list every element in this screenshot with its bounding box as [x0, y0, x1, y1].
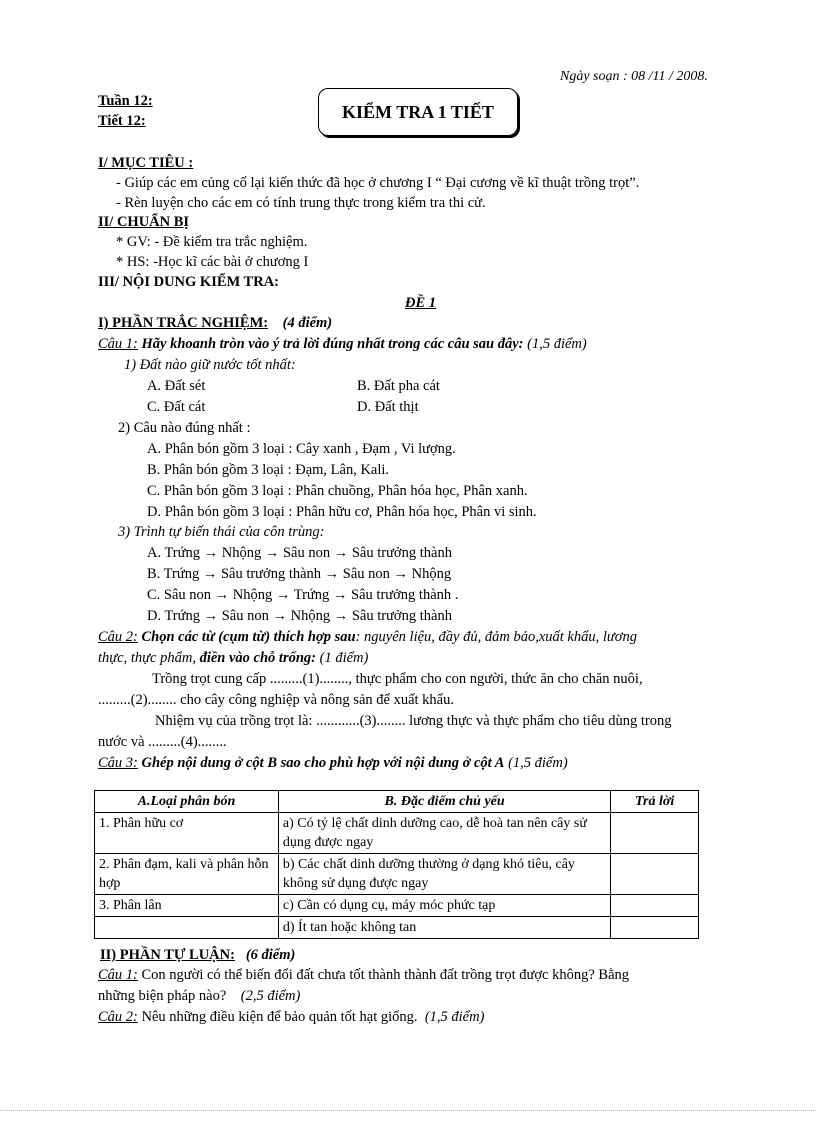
- q1-sub2-option-a: A. Phân bón gồm 3 loại : Cây xanh , Đạm , Vi lượng.: [147, 441, 456, 457]
- q1-sub1-option-c: C. Đất cát: [147, 399, 206, 415]
- table-cell: 1. Phân hữu cơ: [95, 813, 279, 854]
- essay-q2-line: [98, 1008, 484, 1026]
- objective-line-2: - Rèn luyện cho các em có tính trung thực trong kiểm tra thi cử.: [116, 195, 486, 211]
- table-cell: a) Có tỷ lệ chất dinh dưỡng cao, dễ hoà tan nên cây sử dụng được ngay: [278, 813, 610, 854]
- q2-text: Chọn các từ (cụm từ) thích hợp sau: [137, 629, 356, 645]
- part1-heading-line: [98, 314, 332, 332]
- table-header: A.Loại phân bón: [95, 791, 279, 813]
- answer-cell: [611, 854, 699, 895]
- q2-line-2: [98, 649, 368, 667]
- exam-label: ĐỀ 1: [405, 295, 437, 311]
- essay-q1-line: [98, 966, 629, 984]
- q2-points: (1 điểm): [316, 650, 369, 666]
- q2-fill-line-4: nước và .........(4)........: [98, 734, 227, 750]
- q1-sub3-option-a: A. Trứng → Nhộng → Sâu non → Sâu trưởng thành: [147, 545, 452, 561]
- essay-q1-text-2: những biện pháp nào?: [98, 988, 227, 1004]
- table-cell: [95, 917, 279, 939]
- q1-sub2-option-b: B. Phân bón gồm 3 loại : Đạm, Lân, Kali.: [147, 462, 390, 478]
- q3-line: [98, 754, 568, 772]
- matching-table: [94, 790, 699, 939]
- section-preparation-heading: II/ CHUẨN BỊ: [98, 214, 190, 230]
- q2-words-2: thực, thực phẩm,: [98, 650, 196, 666]
- essay-q2-label: Câu 2:: [98, 1009, 138, 1025]
- q3-points: (1,5 điểm): [504, 755, 568, 771]
- answer-cell: [611, 813, 699, 854]
- table-row: [95, 895, 699, 917]
- section-content-heading: III/ NỘI DUNG KIỂM TRA:: [98, 274, 280, 290]
- q2-fill-line-2: .........(2)........ cho cây công nghiệp và nông sản để xuất khẩu.: [98, 692, 454, 708]
- title-box: [318, 88, 518, 136]
- q1-sub1-question: 1) Đất nào giữ nước tốt nhất:: [124, 357, 296, 373]
- q1-sub3-option-c: C. Sâu non → Nhộng → Trứng → Sâu trưởng thành .: [147, 587, 459, 603]
- q1-sub2-option-d: D. Phân bón gồm 3 loại : Phân hữu cơ, Phân hóa học, Phân vi sinh.: [147, 504, 537, 520]
- part1-points: (4 điểm): [282, 315, 333, 331]
- week-label: Tuần 12:: [98, 93, 153, 109]
- table-cell: d) Ít tan hoặc không tan: [278, 917, 610, 939]
- q1-sub1-option-a: A. Đất sét: [147, 378, 206, 394]
- q1-sub3-option-d: D. Trứng → Sâu non → Nhộng → Sâu trưởng thành: [147, 608, 452, 624]
- essay-q1-label: Câu 1:: [98, 967, 138, 983]
- table-header: Trả lời: [611, 791, 699, 813]
- q2-fill-line-1: Trồng trọt cung cấp .........(1)........, thực phẩm cho con người, thức ăn cho chăn nuôi,: [152, 671, 643, 687]
- part2-points: (6 điểm): [245, 947, 296, 963]
- q1-line: [98, 335, 587, 353]
- section-objectives-heading: I/ MỤC TIÊU :: [98, 155, 194, 171]
- q2-instruction: điền vào chỗ trống:: [195, 650, 316, 666]
- answer-cell: [611, 895, 699, 917]
- table-header-row: [95, 791, 699, 813]
- table-row: [95, 854, 699, 895]
- part2-heading-line: [100, 946, 295, 964]
- preparation-teacher: * GV: - Đề kiểm tra trắc nghiệm.: [116, 234, 308, 250]
- q2-label: Câu 2:: [98, 629, 138, 645]
- table-cell: b) Các chất dinh dưỡng thường ở dạng khó tiêu, cây không sử dụng được ngay: [278, 854, 610, 895]
- objective-line-1: - Giúp các em củng cố lại kiến thức đã học ở chương I “ Đại cương về kĩ thuật trồng trọt”.: [116, 175, 640, 191]
- q1-sub1-option-b: B. Đất pha cát: [357, 378, 440, 394]
- essay-q1-text: Con người có thể biến đổi đất chưa tốt thành thành đất trồng trọt được không? Bằng: [137, 967, 630, 983]
- q1-sub1-option-d: D. Đất thịt: [357, 399, 419, 415]
- preparation-student: * HS: -Học kĩ các bài ở chương I: [116, 254, 309, 270]
- essay-q2-points: (1,5 điểm): [424, 1009, 485, 1025]
- q3-label: Câu 3:: [98, 755, 138, 771]
- lesson-label: Tiết 12:: [98, 113, 146, 129]
- part2-heading: II) PHẦN TỰ LUẬN:: [100, 947, 235, 963]
- q1-text: Hãy khoanh tròn vào ý trả lời đúng nhất trong các câu sau đây:: [137, 336, 524, 352]
- table-header: B. Đặc điểm chủ yếu: [278, 791, 610, 813]
- essay-q1-line-2: [98, 987, 300, 1005]
- q1-sub2-question: 2) Câu nào đúng nhất :: [118, 420, 251, 436]
- q1-label: Câu 1:: [98, 336, 138, 352]
- q2-line: [98, 628, 637, 646]
- q1-sub3-question: 3) Trình tự biến thái của côn trùng:: [118, 524, 325, 540]
- q1-sub3-option-b: B. Trứng → Sâu trưởng thành → Sâu non → Nhộng: [147, 566, 452, 582]
- essay-q2-text: Nêu những điều kiện để bảo quản tốt hạt giống.: [137, 1009, 418, 1025]
- table-cell: 2. Phân đạm, kali và phân hỗn hợp: [95, 854, 279, 895]
- table-cell: 3. Phân lân: [95, 895, 279, 917]
- answer-cell: [611, 917, 699, 939]
- q1-sub2-option-c: C. Phân bón gồm 3 loại : Phân chuồng, Phân hóa học, Phân xanh.: [147, 483, 528, 499]
- table-row: [95, 813, 699, 854]
- q3-text: Ghép nội dung ở cột B sao cho phù hợp với nội dung ở cột A: [137, 755, 505, 771]
- table-row: [95, 917, 699, 939]
- essay-q1-points: (2,5 điểm): [240, 988, 301, 1004]
- page-title: KIỂM TRA 1 TIẾT: [342, 101, 494, 122]
- part1-heading: I) PHẦN TRẮC NGHIỆM:: [98, 315, 269, 331]
- preparation-date: Ngày soạn : 08 /11 / 2008.: [560, 69, 708, 84]
- table-cell: c) Cần có dụng cụ, máy móc phức tạp: [278, 895, 610, 917]
- page-bottom-divider: [0, 1110, 816, 1111]
- q2-fill-line-3: Nhiệm vụ của trồng trọt là: ............(3)........ lương thực và thực phẩm cho tiêu dùng trong: [155, 713, 672, 729]
- q1-points: (1,5 điểm): [523, 336, 587, 352]
- q2-words: : nguyên liệu, đầy đủ, đảm bảo,xuất khẩu, lương: [355, 629, 638, 645]
